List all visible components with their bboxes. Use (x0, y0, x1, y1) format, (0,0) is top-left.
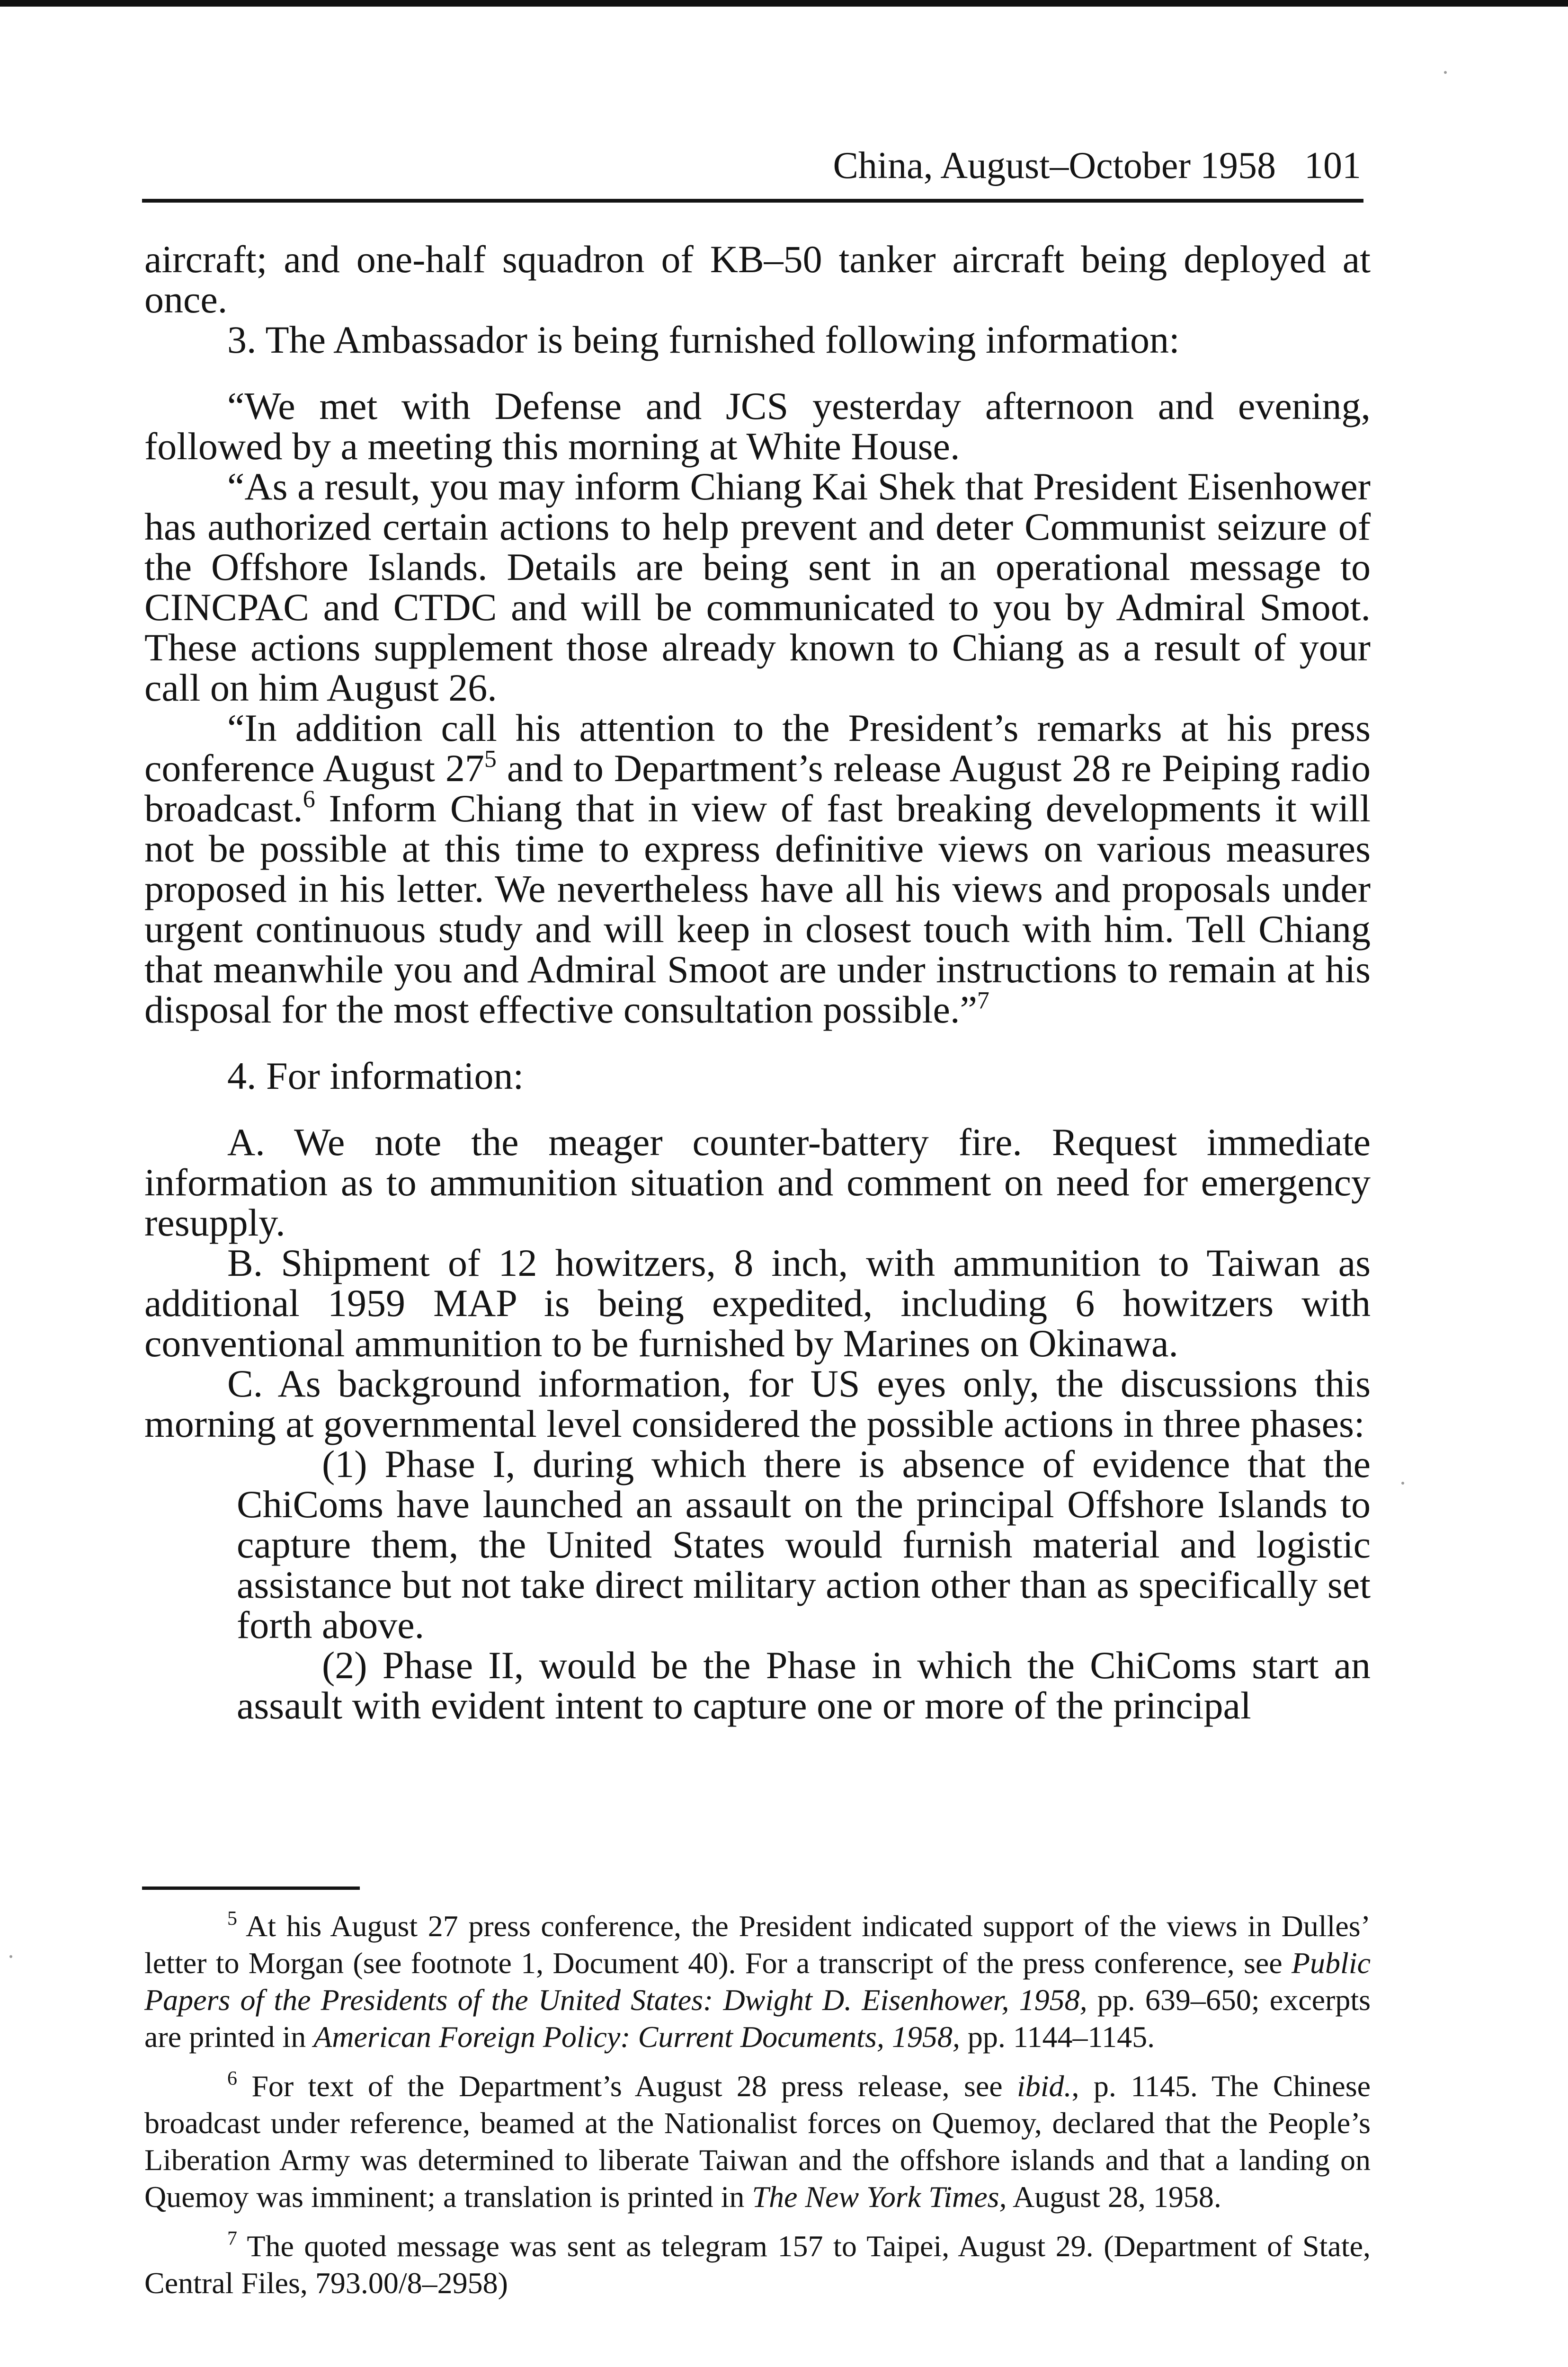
paragraph-phase-2: (2) Phase II, would be the Phase in which the ChiComs start an assault with evident intent to capture one or more of the principal (237, 1644, 1371, 1727)
running-head (767, 142, 1361, 189)
footnote-7-text: The quoted message was sent as telegram 157 to Taipei, August 29. (Department of State, Central Files, 793.00/8–2958) (144, 2229, 1371, 2300)
footnote-5-text-3: pp. 1144–1145. (960, 2020, 1155, 2054)
quote-addition-text-c: Inform Chiang that in view of fast breaking developments it will not be possible at this time to express definitive views on various measures proposed in his letter. We nevertheless have all his views and proposals under urgent continuous study and will keep in closest touch with him. Tell Chiang that meanwhile you and Admiral Smoot are under instructions to remain at his disposal for the most effective consultation possible.” (144, 787, 1371, 1031)
paragraph-phase-1: (1) Phase I, during which there is absence of evidence that the ChiComs have launched an assault on the principal Offshore Islands to capture them, the United States would furnish material and logistic assistance but not take direct military action other than as specifically set forth above. (237, 1442, 1371, 1646)
running-head-title: China, August–October 1958 (833, 145, 1276, 187)
footnote-rule (142, 1886, 360, 1890)
paragraph-item-3: 3. The Ambassador is being furnished following information: (227, 318, 1180, 361)
footnote-6-text-3: August 28, 1958. (1007, 2180, 1221, 2214)
quote-addition-text-a: “In addition call his attention to the President’s remarks at his press conference August 27 (144, 706, 1371, 790)
footnote-5-title-2: American Foreign Policy: Current Documents, 1958, (313, 2020, 960, 2054)
paragraph-quote-result: “As a result, you may inform Chiang Kai Shek that President Eisenhower has authorized certain actions to help prevent and deter Communist seizure of the Offshore Islands. Details are being sent in an operational message to CINCPAC and CTDC and will be communicated to you by Admiral Smoot. These actions supplement those already known to Chiang as a result of your call on him August 26. (144, 465, 1371, 709)
paragraph-item-b: B. Shipment of 12 howitzers, 8 inch, with ammunition to Taiwan as additional 1959 MAP is being expedited, including 6 howitzers with conventional ammunition to be furnished by Marines on Okinawa. (144, 1241, 1371, 1365)
footnote-6-text-1: For text of the Department’s August 28 press release, see (251, 2069, 1017, 2103)
footnote-6 (144, 2068, 1371, 2216)
footnote-6-ibid: ibid. (1016, 2069, 1072, 2103)
quote-addition-text-b: and to Department’s release August 28 re Peiping radio broadcast. (144, 747, 1371, 830)
footnote-6-title: The New York Times, (752, 2180, 1007, 2214)
header-rule (142, 199, 1363, 203)
footnote-6-text-2: , p. 1145. The Chinese broadcast under reference, beamed at the Nationalist forces on Quemoy, declared that the People’s Liberation Army was determined to liberate Taiwan and the offshore islands and that a landing on Quemoy was imminent; a translation is printed in (144, 2069, 1371, 2214)
paragraph-item-a: A. We note the meager counter-battery fire. Request immediate information as to ammunition situation and comment on need for emergency resupply. (144, 1121, 1371, 1244)
page-number: 101 (1304, 145, 1361, 187)
body-text (144, 239, 1371, 1726)
paragraph-quote-meeting: “We met with Defense and JCS yesterday afternoon and evening, followed by a meeting this morning at White House. (144, 384, 1371, 468)
footnote-5-title-1: Public Papers of the Presidents of the United States: Dwight D. Eisenhower, 1958, (144, 1946, 1371, 2017)
scan-speck (1401, 1482, 1404, 1485)
paragraph-item-c: C. As background information, for US eyes only, the discussions this morning at governmental level considered the possible actions in three phases: (144, 1362, 1371, 1445)
paragraph-quote-addition (144, 708, 1371, 1030)
footnote-ref-5: 5 (484, 746, 497, 773)
footnote-5-text-2: pp. 639–650; excerpts are printed in (144, 1983, 1371, 2054)
footnote-7 (144, 2228, 1371, 2302)
footnotes (144, 1908, 1371, 2314)
footnote-5-mark: 5 (227, 1908, 237, 1930)
footnote-ref-6: 6 (303, 786, 315, 813)
footnote-7-mark: 7 (227, 2228, 237, 2250)
scan-speck (9, 1955, 12, 1958)
footnote-6-mark: 6 (227, 2068, 237, 2090)
footnote-5-text-1: At his August 27 press conference, the President indicated support of the views in Dulles’ letter to Morgan (see footnote 1, Document 40). For a transcript of the press conference, see (144, 1909, 1371, 1980)
footnote-5 (144, 1908, 1371, 2056)
scan-top-edge (0, 0, 1568, 7)
paragraph-item-4: 4. For information: (227, 1054, 524, 1097)
paragraph-aircraft: aircraft; and one-half squadron of KB–50 tanker aircraft being deployed at once. (144, 238, 1371, 321)
footnote-ref-7: 7 (977, 987, 989, 1014)
scan-speck (1444, 71, 1447, 74)
